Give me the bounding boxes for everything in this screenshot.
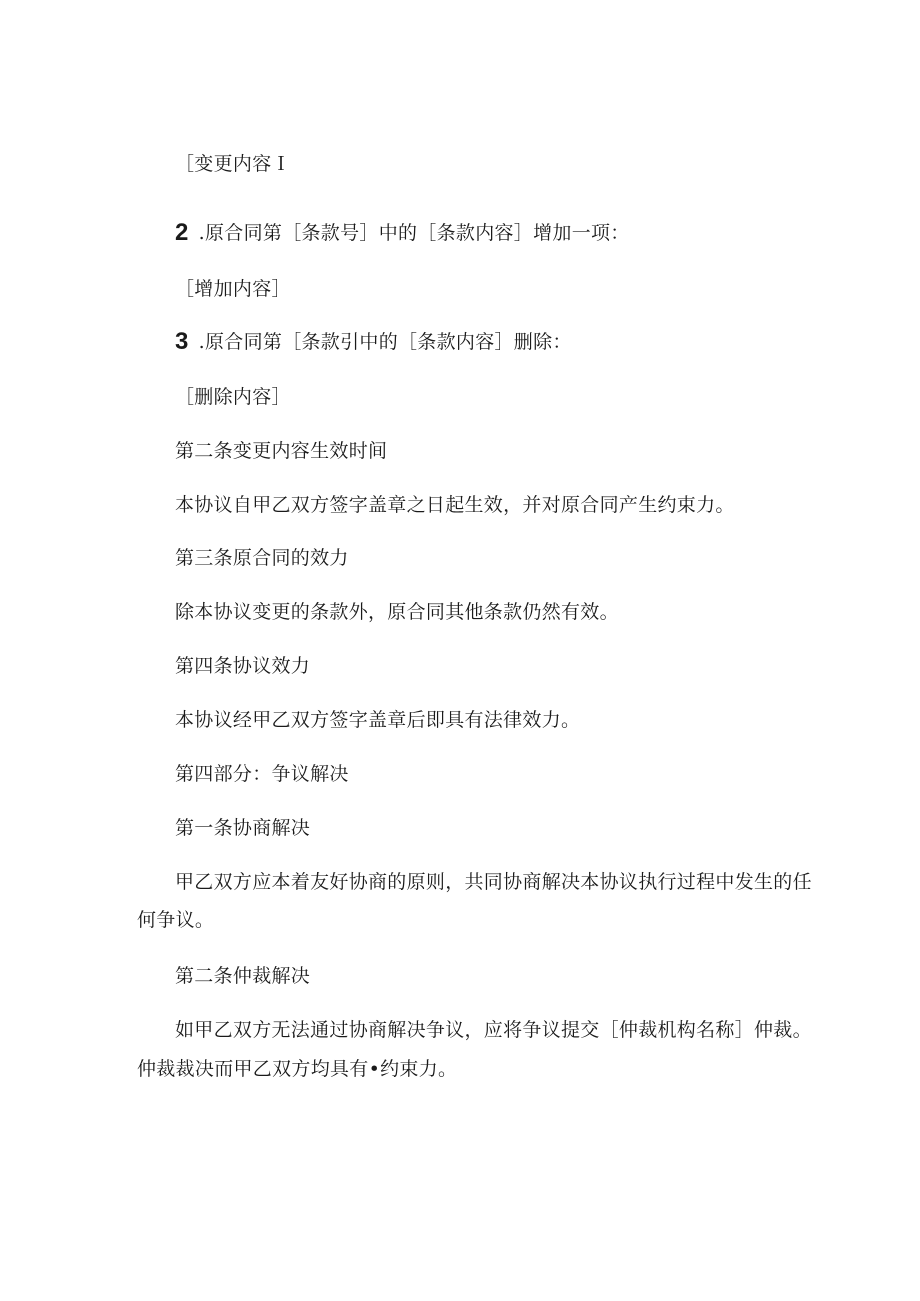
part-4-article-1-body-line-2: 何争议。 [137, 909, 215, 931]
list-item-2 [175, 221, 630, 245]
part-4-article-1-body-line-1: 甲乙双方应本着友好协商的原则，共同协商解决本协议执行过程中发生的任 [175, 871, 812, 893]
part-4-heading: 第四部分：争议解决 [175, 763, 349, 785]
part-4-article-2-title: 第二条仲裁解决 [175, 965, 311, 987]
article-2-body: 本协议自甲乙双方签字盖章之日起生效，并对原合同产生约束力。 [175, 494, 735, 516]
article-2-title: 第二条变更内容生效时间 [175, 440, 388, 462]
delete-content-placeholder: ［删除内容］ [175, 386, 291, 408]
change-content-placeholder: ［变更内容Ｉ [175, 153, 291, 175]
article-4-body: 本协议经甲乙双方签字盖章后即具有法律效力。 [175, 709, 581, 731]
list-item-3 [175, 330, 572, 354]
part-4-article-1-title: 第一条协商解决 [175, 817, 311, 839]
list-item-number: 2 [175, 219, 189, 246]
article-3-body: 除本协议变更的条款外，原合同其他条款仍然有效。 [175, 601, 619, 623]
list-item-text: .原合同第［条款引中的［条款内容］删除： [198, 331, 572, 353]
part-4-article-2-body-line-1: 如甲乙双方无法通过协商解决争议，应将争议提交［仲裁机构名称］仲裁。 [175, 1019, 812, 1041]
article-3-title: 第三条原合同的效力 [175, 547, 349, 569]
list-item-text: .原合同第［条款号］中的［条款内容］增加一项： [198, 222, 630, 244]
add-content-placeholder: ［增加内容］ [175, 278, 291, 300]
article-4-title: 第四条协议效力 [175, 655, 311, 677]
list-item-number: 3 [175, 328, 189, 355]
part-4-article-2-body-line-2: 仲裁裁决而甲乙双方均具有•约束力。 [137, 1058, 458, 1080]
